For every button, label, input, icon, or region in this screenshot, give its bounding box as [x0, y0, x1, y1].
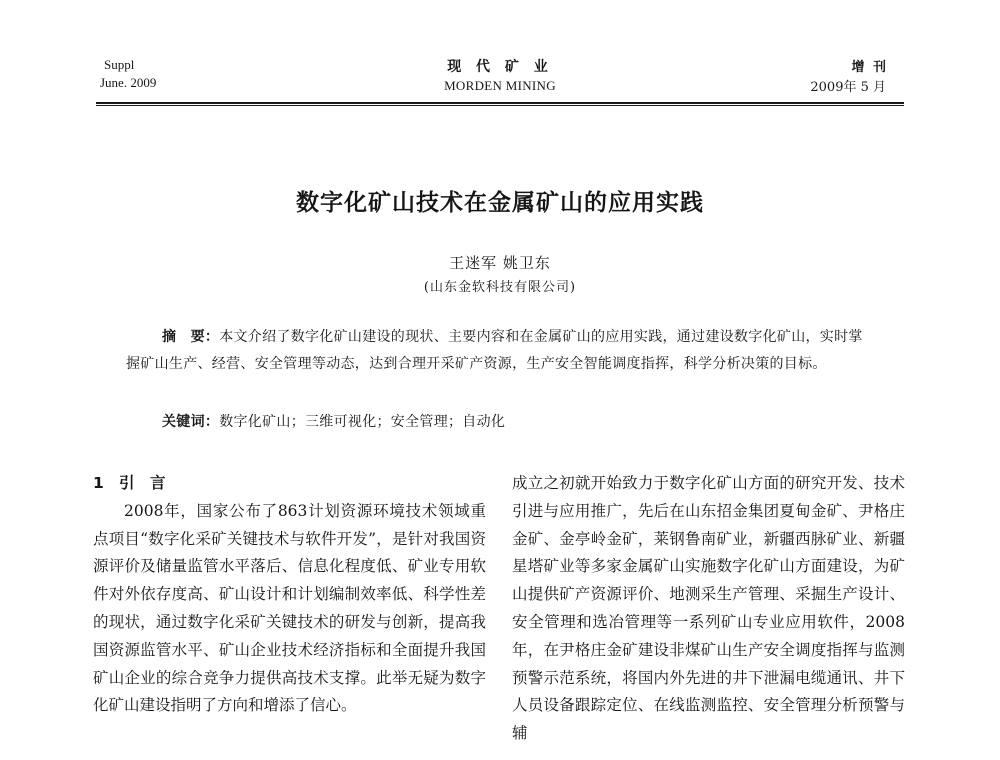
body-column-right	[512, 470, 905, 748]
abstract-paragraph	[126, 324, 870, 378]
body-column-left	[93, 470, 486, 720]
body-paragraph: 2008年，国家公布了863计划资源环境技术领域重点项目“数字化采矿关键技术与软件开发”，是针对我国资源评价及储量监管水平落后、信息化程度低、矿业专用软件对外依存度高、矿山设计和计划编制效率低、科学性差的现状，通过数字化采矿关键技术的研发与创新，提高我国资源监管水平、矿山企业技术经济指标和全面提升我国矿山企业的综合竞争力提供高技术支撑。此举无疑为数字化矿山建设指明了方向和增添了信心。	[93, 501, 486, 715]
article-title: 数字化矿山技术在金属矿山的应用实践	[296, 190, 704, 216]
journal-supplement-label: Suppl	[104, 57, 135, 72]
section-number: 1	[93, 474, 104, 492]
header-rule-thin	[96, 105, 904, 106]
keywords	[162, 411, 505, 431]
abstract-label: 摘 要：	[162, 329, 220, 345]
journal-issue-date-en: June. 2009	[100, 75, 157, 90]
journal-issue-date-cn: 2009年 5 月	[810, 80, 886, 95]
journal-name-en: MORDEN MINING	[444, 78, 556, 93]
keywords-text: 数字化矿山；三维可视化；安全管理；自动化	[219, 414, 506, 430]
journal-name-cn: 现 代 矿 业	[447, 59, 553, 75]
article-affiliation: (山东金软科技有限公司)	[423, 280, 577, 295]
body-paragraph-continued: 成立之初就开始致力于数字化矿山方面的研究开发、技术引进与应用推广，先后在山东招金集团夏甸金矿、尹格庄金矿、金亭岭金矿，莱钢鲁南矿业，新疆西脉矿业、新疆星塔矿业等多家金属矿山实施数字化矿山方面建设，为矿山提供矿产资源评价、地测采生产管理、采掘生产设计、安全管理和选冶管理等一系列矿山专业应用软件，2008年，在尹格庄金矿建设非煤矿山生产安全调度指挥与监测预警示范系统，将国内外先进的井下泄漏电缆通讯、井下人员设备跟踪定位、在线监测监控、安全管理分析预警与辅	[512, 474, 905, 743]
header-rule-thick	[96, 102, 904, 104]
abstract	[126, 324, 870, 378]
article-authors: 王迷军 姚卫东	[449, 254, 551, 272]
section-heading	[93, 470, 486, 498]
abstract-text: 本文介绍了数字化矿山建设的现状、主要内容和在金属矿山的应用实践，通过建设数字化矿山，实时掌握矿山生产、经营、安全管理等动态，达到合理开采矿产资源，生产安全智能调度指挥，科学分析决策的目标。	[126, 329, 863, 372]
keywords-label: 关键词：	[162, 414, 220, 430]
section-title: 引 言	[119, 474, 166, 492]
journal-supplement-label-cn: 增 刊	[851, 60, 888, 75]
